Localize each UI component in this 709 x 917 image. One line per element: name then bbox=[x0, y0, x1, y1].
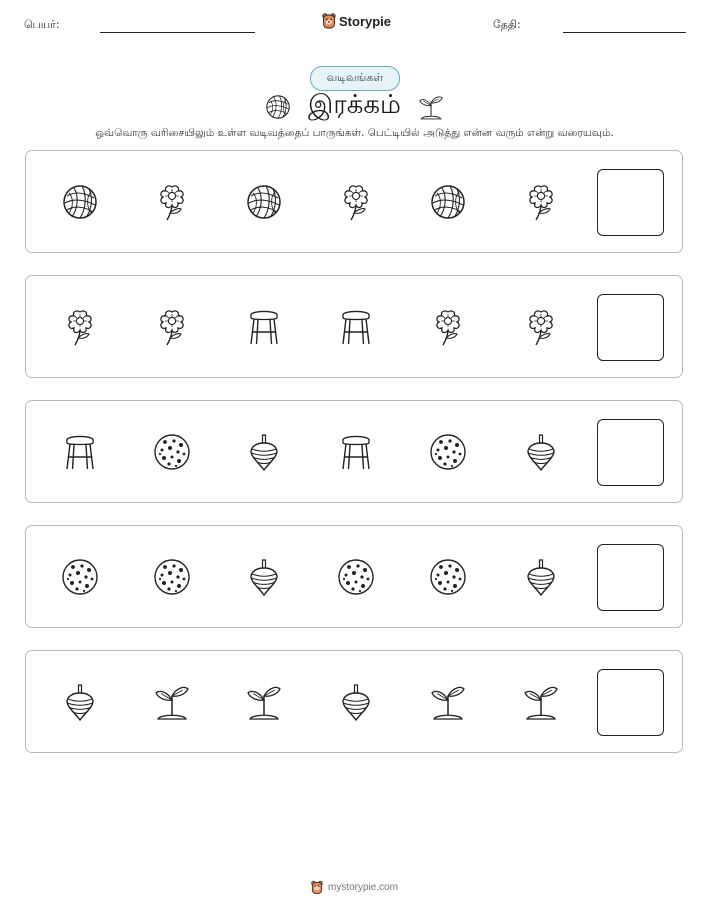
yarn-ball-icon bbox=[428, 182, 468, 222]
brand-logo bbox=[322, 13, 391, 29]
name-label: பெயர்: bbox=[24, 18, 60, 31]
spinning-top-icon bbox=[244, 432, 284, 472]
flower-icon bbox=[336, 182, 376, 222]
yarn-ball-icon bbox=[264, 93, 292, 121]
storypie-bear-icon bbox=[322, 13, 336, 29]
answer-box[interactable] bbox=[597, 544, 664, 611]
title-row bbox=[0, 90, 709, 123]
answer-box[interactable] bbox=[597, 294, 664, 361]
flower-icon bbox=[152, 182, 192, 222]
flower-icon bbox=[60, 307, 100, 347]
flower-icon bbox=[521, 307, 561, 347]
pattern-row-5 bbox=[25, 650, 683, 753]
stool-icon bbox=[244, 307, 284, 347]
answer-box[interactable] bbox=[597, 169, 664, 236]
name-line[interactable] bbox=[100, 32, 255, 33]
spinning-top-icon bbox=[521, 557, 561, 597]
cookie-icon bbox=[428, 432, 468, 472]
pattern-row-3 bbox=[25, 400, 683, 503]
stool-icon bbox=[336, 432, 376, 472]
storypie-bear-icon bbox=[311, 880, 323, 895]
flower-icon bbox=[152, 307, 192, 347]
cookie-icon bbox=[428, 557, 468, 597]
topic-tag: வடிவங்கள் bbox=[310, 66, 400, 91]
spinning-top-icon bbox=[244, 557, 284, 597]
cookie-icon bbox=[336, 557, 376, 597]
date-label: தேதி: bbox=[493, 18, 521, 31]
footer-url: mystorypie.com bbox=[327, 882, 398, 893]
sprout-icon bbox=[521, 682, 561, 722]
pattern-row-1 bbox=[25, 150, 683, 253]
yarn-ball-icon bbox=[244, 182, 284, 222]
footer bbox=[0, 880, 709, 895]
sprout-icon bbox=[152, 682, 192, 722]
flower-icon bbox=[521, 182, 561, 222]
sprout-icon bbox=[417, 93, 445, 121]
answer-box[interactable] bbox=[597, 419, 664, 486]
cookie-icon bbox=[152, 432, 192, 472]
yarn-ball-icon bbox=[60, 182, 100, 222]
answer-box[interactable] bbox=[597, 669, 664, 736]
date-line[interactable] bbox=[563, 32, 686, 33]
page-title: இரக்கம் bbox=[308, 90, 401, 120]
stool-icon bbox=[60, 432, 100, 472]
pattern-row-2 bbox=[25, 275, 683, 378]
instructions: ஒவ்வொரு வரிசையிலும் உள்ள வடிவத்தைப் பாருங்கள். பெட்டியில் அடுத்து என்ன வரும் என்று வரையவும். bbox=[95, 127, 614, 139]
flower-icon bbox=[428, 307, 468, 347]
cookie-icon bbox=[152, 557, 192, 597]
pattern-row-4 bbox=[25, 525, 683, 628]
cookie-icon bbox=[60, 557, 100, 597]
sprout-icon bbox=[244, 682, 284, 722]
spinning-top-icon bbox=[521, 432, 561, 472]
stool-icon bbox=[336, 307, 376, 347]
spinning-top-icon bbox=[336, 682, 376, 722]
brand-name: Storypie bbox=[339, 13, 392, 29]
spinning-top-icon bbox=[60, 682, 100, 722]
sprout-icon bbox=[428, 682, 468, 722]
